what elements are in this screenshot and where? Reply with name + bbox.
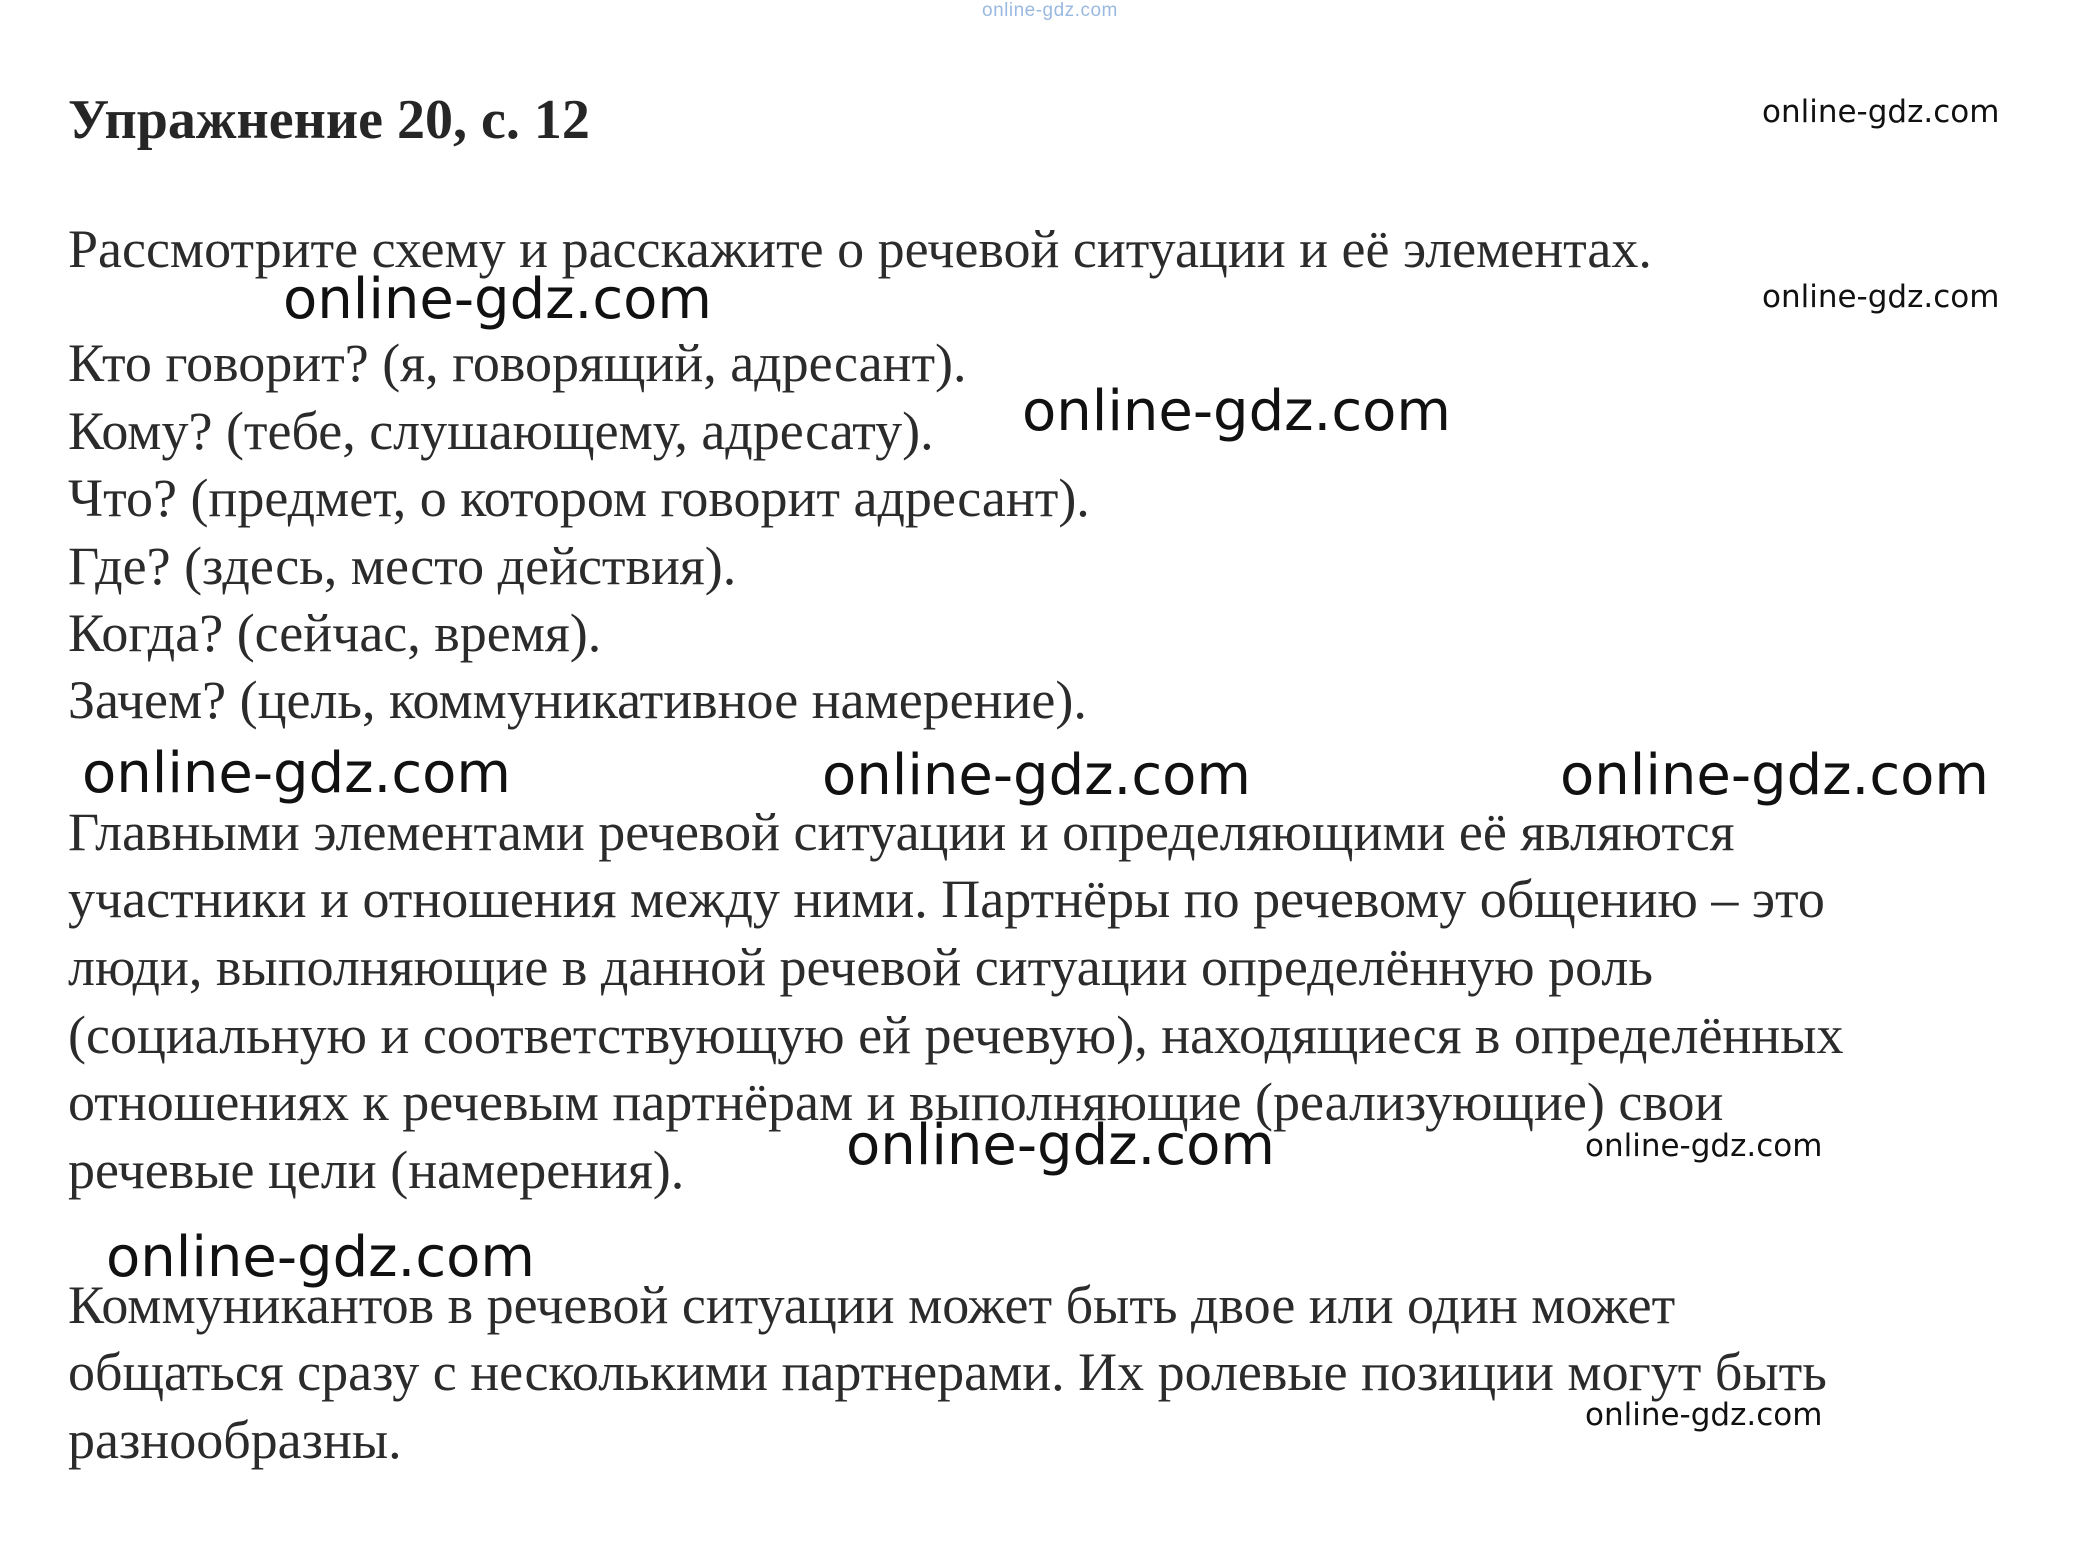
task-text: Рассмотрите схему и расскажите о речевой ситуации и её элементах.: [68, 219, 1652, 279]
paragraph-line: люди, выполняющие в данной речевой ситуации определённую роль: [68, 937, 1653, 997]
exercise-title: Упражнение 20, с. 12: [68, 89, 590, 151]
paragraph-line: Главными элементами речевой ситуации и определяющими её являются: [68, 802, 1735, 862]
watermark: online-gdz.com: [1022, 379, 1451, 444]
watermark: online-gdz.com: [1585, 1128, 1823, 1164]
paragraph-line: общаться сразу с несколькими партнерами. Их ролевые позиции могут быть: [68, 1342, 1827, 1402]
watermark: online-gdz.com: [1762, 279, 2000, 315]
watermark: online-gdz.com: [846, 1113, 1275, 1178]
paragraph-line: участники и отношения между ними. Партнёры по речевому общению – это: [68, 869, 1825, 929]
question-line: Кому? (тебе, слушающему, адресату).: [68, 401, 934, 461]
question-line: Кто говорит? (я, говорящий, адресант).: [68, 333, 967, 393]
watermark: online-gdz.com: [1762, 94, 2000, 130]
question-line: Что? (предмет, о котором говорит адресант).: [68, 468, 1090, 528]
paragraph-line: речевые цели (намерения).: [68, 1140, 685, 1200]
watermark: online-gdz.com: [283, 267, 712, 332]
paragraph-line: разнообразны.: [68, 1410, 402, 1470]
question-line: Где? (здесь, место действия).: [68, 536, 737, 596]
paragraph-line: Коммуникантов в речевой ситуации может быть двое или один может: [68, 1275, 1676, 1335]
question-line: Когда? (сейчас, время).: [68, 603, 602, 663]
watermark: online-gdz.com: [106, 1225, 535, 1290]
watermark: online-gdz.com: [1585, 1397, 1823, 1433]
paragraph-line: (социальную и соответствующую ей речевую), находящиеся в определённых: [68, 1005, 1844, 1065]
watermark: online-gdz.com: [822, 743, 1251, 808]
paragraph-line: отношениях к речевым партнёрам и выполняющие (реализующие) свои: [68, 1072, 1724, 1132]
question-line: Зачем? (цель, коммуникативное намерение).: [68, 670, 1087, 730]
watermark: online-gdz.com: [82, 741, 511, 806]
watermark: online-gdz.com: [1560, 743, 1989, 808]
header-watermark: online-gdz.com: [982, 0, 1118, 21]
